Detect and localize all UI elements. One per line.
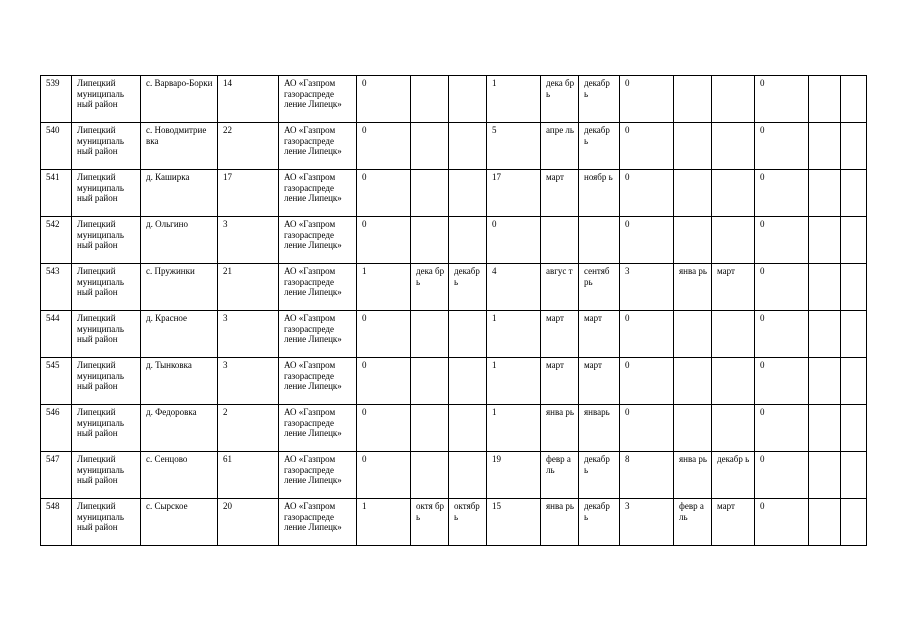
cell-15 <box>809 217 841 264</box>
row-number-cell: 540 <box>41 123 72 170</box>
cell-10: ноябр ь <box>579 170 620 217</box>
cell-8: 5 <box>487 123 541 170</box>
cell-14: 0 <box>755 405 809 452</box>
cell-10: декабр ь <box>579 499 620 546</box>
cell-15 <box>809 123 841 170</box>
settlement-cell: д. Ольгино <box>141 217 218 264</box>
cell-14: 0 <box>755 264 809 311</box>
cell-11: 3 <box>620 499 674 546</box>
district-cell: Липецкий муниципаль ный район <box>72 452 141 499</box>
row-number-cell: 545 <box>41 358 72 405</box>
cell-9: март <box>541 170 579 217</box>
row-number-cell: 542 <box>41 217 72 264</box>
cell-12 <box>674 170 712 217</box>
cell-14: 0 <box>755 452 809 499</box>
count-cell: 3 <box>218 358 279 405</box>
cell-16 <box>841 358 867 405</box>
cell-9: апре ль <box>541 123 579 170</box>
cell-5: 0 <box>357 311 411 358</box>
cell-13 <box>712 358 755 405</box>
cell-12 <box>674 405 712 452</box>
cell-14: 0 <box>755 123 809 170</box>
count-cell: 17 <box>218 170 279 217</box>
cell-6 <box>411 76 449 123</box>
cell-6 <box>411 217 449 264</box>
cell-10: декабр ь <box>579 123 620 170</box>
cell-15 <box>809 170 841 217</box>
cell-9 <box>541 217 579 264</box>
cell-10: март <box>579 358 620 405</box>
cell-10: декабр ь <box>579 76 620 123</box>
cell-5: 0 <box>357 76 411 123</box>
settlement-cell: д. Тынковка <box>141 358 218 405</box>
cell-16 <box>841 170 867 217</box>
cell-7 <box>449 452 487 499</box>
table-row <box>41 452 867 499</box>
cell-6: дека брь <box>411 264 449 311</box>
table-row <box>41 264 867 311</box>
cell-15 <box>809 358 841 405</box>
table-row <box>41 123 867 170</box>
cell-6 <box>411 452 449 499</box>
cell-7 <box>449 170 487 217</box>
cell-11: 0 <box>620 170 674 217</box>
organization-cell: АО «Газпром газораспреде ление Липецк» <box>279 264 357 311</box>
gasification-table <box>40 75 867 546</box>
table-row <box>41 76 867 123</box>
cell-16 <box>841 499 867 546</box>
district-cell: Липецкий муниципаль ный район <box>72 358 141 405</box>
cell-14: 0 <box>755 217 809 264</box>
cell-13 <box>712 311 755 358</box>
cell-9: март <box>541 311 579 358</box>
count-cell: 22 <box>218 123 279 170</box>
cell-12: янва рь <box>674 264 712 311</box>
cell-16 <box>841 405 867 452</box>
cell-8: 4 <box>487 264 541 311</box>
cell-6 <box>411 123 449 170</box>
cell-7 <box>449 217 487 264</box>
cell-6 <box>411 405 449 452</box>
settlement-cell: с. Варваро-Борки <box>141 76 218 123</box>
cell-5: 0 <box>357 123 411 170</box>
cell-7 <box>449 358 487 405</box>
cell-12: янва рь <box>674 452 712 499</box>
cell-12 <box>674 217 712 264</box>
cell-13: декабр ь <box>712 452 755 499</box>
settlement-cell: д. Красное <box>141 311 218 358</box>
cell-8: 15 <box>487 499 541 546</box>
cell-5: 0 <box>357 452 411 499</box>
cell-12: февр аль <box>674 499 712 546</box>
cell-8: 19 <box>487 452 541 499</box>
cell-14: 0 <box>755 499 809 546</box>
cell-16 <box>841 452 867 499</box>
cell-16 <box>841 264 867 311</box>
cell-10: декабр ь <box>579 452 620 499</box>
cell-11: 3 <box>620 264 674 311</box>
count-cell: 21 <box>218 264 279 311</box>
cell-14: 0 <box>755 170 809 217</box>
row-number-cell: 546 <box>41 405 72 452</box>
cell-13 <box>712 123 755 170</box>
organization-cell: АО «Газпром газораспреде ление Липецк» <box>279 217 357 264</box>
cell-5: 0 <box>357 170 411 217</box>
settlement-cell: д. Каширка <box>141 170 218 217</box>
cell-7: декабр ь <box>449 264 487 311</box>
table-row <box>41 217 867 264</box>
organization-cell: АО «Газпром газораспреде ление Липецк» <box>279 123 357 170</box>
cell-9: февр аль <box>541 452 579 499</box>
cell-13 <box>712 170 755 217</box>
cell-13 <box>712 76 755 123</box>
table-body <box>41 76 867 546</box>
cell-11: 0 <box>620 358 674 405</box>
cell-16 <box>841 123 867 170</box>
cell-12 <box>674 311 712 358</box>
settlement-cell: с. Пружинки <box>141 264 218 311</box>
district-cell: Липецкий муниципаль ный район <box>72 311 141 358</box>
cell-5: 1 <box>357 499 411 546</box>
cell-11: 0 <box>620 217 674 264</box>
district-cell: Липецкий муниципаль ный район <box>72 217 141 264</box>
count-cell: 3 <box>218 311 279 358</box>
cell-9: янва рь <box>541 405 579 452</box>
district-cell: Липецкий муниципаль ный район <box>72 76 141 123</box>
cell-8: 1 <box>487 358 541 405</box>
cell-15 <box>809 264 841 311</box>
count-cell: 2 <box>218 405 279 452</box>
cell-9: янва рь <box>541 499 579 546</box>
organization-cell: АО «Газпром газораспреде ление Липецк» <box>279 452 357 499</box>
count-cell: 3 <box>218 217 279 264</box>
row-number-cell: 548 <box>41 499 72 546</box>
cell-7 <box>449 405 487 452</box>
row-number-cell: 543 <box>41 264 72 311</box>
count-cell: 61 <box>218 452 279 499</box>
cell-9: март <box>541 358 579 405</box>
cell-15 <box>809 499 841 546</box>
cell-13 <box>712 405 755 452</box>
district-cell: Липецкий муниципаль ный район <box>72 264 141 311</box>
count-cell: 14 <box>218 76 279 123</box>
cell-9: дека брь <box>541 76 579 123</box>
organization-cell: АО «Газпром газораспреде ление Липецк» <box>279 170 357 217</box>
district-cell: Липецкий муниципаль ный район <box>72 170 141 217</box>
cell-6: октя брь <box>411 499 449 546</box>
settlement-cell: с. Новодмитрие вка <box>141 123 218 170</box>
cell-8: 1 <box>487 405 541 452</box>
count-cell: 20 <box>218 499 279 546</box>
table-row <box>41 499 867 546</box>
cell-11: 0 <box>620 123 674 170</box>
cell-12 <box>674 123 712 170</box>
table-row <box>41 170 867 217</box>
cell-13: март <box>712 499 755 546</box>
row-number-cell: 544 <box>41 311 72 358</box>
district-cell: Липецкий муниципаль ный район <box>72 123 141 170</box>
cell-8: 0 <box>487 217 541 264</box>
cell-10: январь <box>579 405 620 452</box>
cell-12 <box>674 358 712 405</box>
cell-11: 0 <box>620 311 674 358</box>
table-row <box>41 311 867 358</box>
cell-10 <box>579 217 620 264</box>
cell-6 <box>411 311 449 358</box>
cell-6 <box>411 358 449 405</box>
row-number-cell: 541 <box>41 170 72 217</box>
table-row <box>41 358 867 405</box>
cell-16 <box>841 76 867 123</box>
cell-12 <box>674 76 712 123</box>
cell-11: 0 <box>620 76 674 123</box>
cell-15 <box>809 311 841 358</box>
cell-10: сентяб рь <box>579 264 620 311</box>
cell-5: 1 <box>357 264 411 311</box>
district-cell: Липецкий муниципаль ный район <box>72 499 141 546</box>
cell-8: 17 <box>487 170 541 217</box>
cell-6 <box>411 170 449 217</box>
organization-cell: АО «Газпром газораспреде ление Липецк» <box>279 358 357 405</box>
organization-cell: АО «Газпром газораспреде ление Липецк» <box>279 76 357 123</box>
settlement-cell: с. Сенцово <box>141 452 218 499</box>
cell-16 <box>841 217 867 264</box>
settlement-cell: с. Сырское <box>141 499 218 546</box>
cell-13 <box>712 217 755 264</box>
table-row <box>41 405 867 452</box>
cell-8: 1 <box>487 311 541 358</box>
cell-15 <box>809 76 841 123</box>
organization-cell: АО «Газпром газораспреде ление Липецк» <box>279 405 357 452</box>
district-cell: Липецкий муниципаль ный район <box>72 405 141 452</box>
row-number-cell: 539 <box>41 76 72 123</box>
cell-16 <box>841 311 867 358</box>
cell-5: 0 <box>357 405 411 452</box>
cell-7 <box>449 311 487 358</box>
cell-15 <box>809 452 841 499</box>
organization-cell: АО «Газпром газораспреде ление Липецк» <box>279 499 357 546</box>
cell-15 <box>809 405 841 452</box>
cell-5: 0 <box>357 217 411 264</box>
cell-5: 0 <box>357 358 411 405</box>
cell-14: 0 <box>755 311 809 358</box>
cell-11: 8 <box>620 452 674 499</box>
cell-14: 0 <box>755 76 809 123</box>
row-number-cell: 547 <box>41 452 72 499</box>
cell-14: 0 <box>755 358 809 405</box>
settlement-cell: д. Федоровка <box>141 405 218 452</box>
cell-11: 0 <box>620 405 674 452</box>
cell-7 <box>449 123 487 170</box>
cell-7: октябр ь <box>449 499 487 546</box>
cell-9: авгус т <box>541 264 579 311</box>
cell-10: март <box>579 311 620 358</box>
cell-13: март <box>712 264 755 311</box>
cell-8: 1 <box>487 76 541 123</box>
organization-cell: АО «Газпром газораспреде ление Липецк» <box>279 311 357 358</box>
cell-7 <box>449 76 487 123</box>
